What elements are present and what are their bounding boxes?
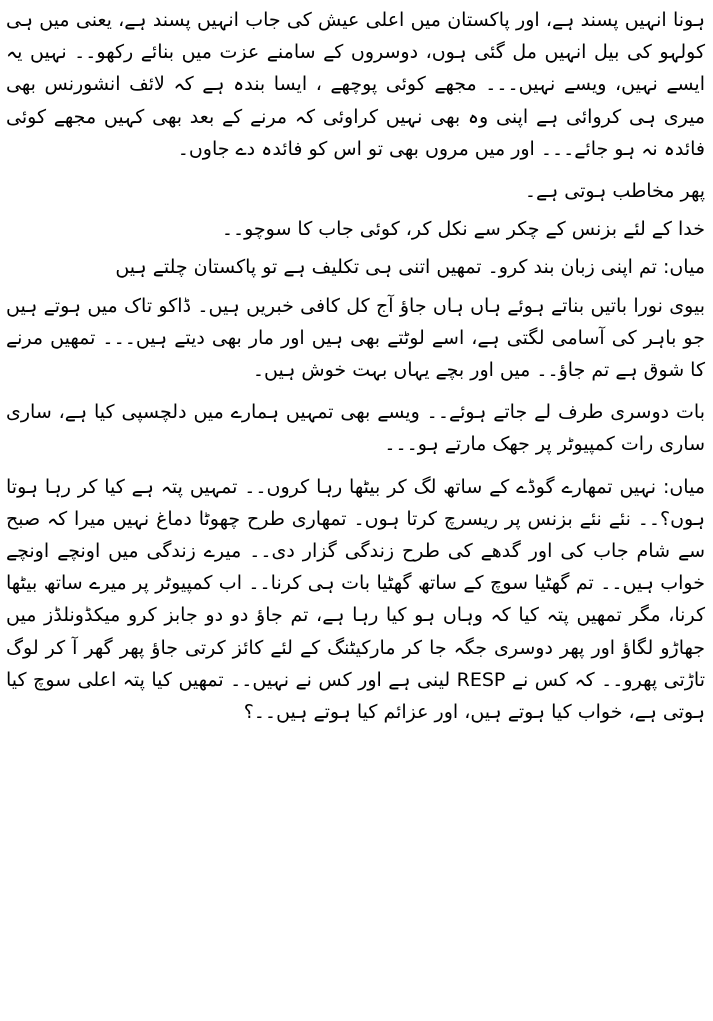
paragraph-husband-reply: میاں: تم اپنی زبان بند کرو۔ تمھیں اتنی ہی تکلیف ہے تو پاکستان چلتے ہیں bbox=[115, 256, 705, 279]
document-page bbox=[6, 4, 705, 1016]
paragraph-wife-retort: بیوی نورا باتیں بناتے ہوئے ہاں ہاں جاؤ آج کل کافی خبریں ہیں۔ ڈاکو تاک میں ہوتے ہیں جو باہر کی آسامی لگتی ہے، اسے لوٹتے بھی ہیں اور مار بھی دیتے ہیں۔۔۔ تمھیں مرنے کا شوق ہے تم جاؤ۔۔ میں اور بچے یہاں بہت خوش ہیں۔ bbox=[6, 294, 705, 382]
paragraph-wife-complaint: ہونا انہیں پسند ہے، اور پاکستان میں اعلی عیش کی جاب انہیں پسند ہے، یعنی میں ہی کولہو کی بیل انہیں مل گئی ہوں، دوسروں کے سامنے عزت میں بنائے رکھو۔۔ نہیں یہ ایسے نہیں، ویسے نہیں۔۔۔ مجھے کوئی پوچھے ، ایسا بندہ ہے کہ لائف انشورنس بھی میری ہی کروائی ہے اپنی وہ بھی نہیں کراوئی کہ مرنے کے بعد بھی کہیں مجھے کوئی فائدہ نہ ہو جائے۔۔۔ اور میں مروں بھی تو اس کو فائدہ دے جاوں۔ bbox=[6, 9, 705, 160]
paragraph-narration-address: پھر مخاطب ہوتی ہے۔ bbox=[524, 180, 705, 203]
paragraph-wife-change-topic: بات دوسری طرف لے جاتے ہوئے۔۔ ویسے بھی تمہیں ہمارے میں دلچسپی کیا ہے، ساری ساری رات کمپیوٹر پر جھک مارتے ہو۔۔۔ bbox=[6, 401, 705, 456]
paragraph-husband-rant: میاں: نہیں تمھارے گوڈے کے ساتھ لگ کر بیٹھا رہا کروں۔۔ تمہیں پتہ ہے کیا کر رہا ہوتا ہوں؟۔۔ نئے نئے بزنس پر ریسرچ کرتا ہوں۔ تمھاری طرح چھوٹا دماغ نہیں میرا کہ صبح سے شام جاب کی اور گدھے کی طرح زندگی گزار دی۔۔ میرے زندگی میں اونچے اونچے خواب ہیں۔۔ تم گھٹیا سوچ کے ساتھ گھٹیا بات ہی کرنا۔۔ اب کمپیوٹر پر میرے ساتھ بیٹھا کرنا، مگر تمھیں پتہ کیا کہ وہاں ہو کیا رہا ہے، تم جاؤ دو دو جابز کرو میکڈونلڈز میں جھاڑو لگاؤ اور پھر دوسری جگہ جا کر مارکیٹنگ کے لئے کائز کرتی جاؤ پھر گھر آ کر لوگ تاڑتی پھرو۔۔ کہ کس نے RESP لینی ہے اور کس نے نہیں۔۔ تمھیں کیا پتہ اعلی سوچ کیا ہوتی ہے، خواب کیا ہوتے ہیں، اور عزائم کیا ہوتے ہیں۔۔؟ bbox=[6, 475, 705, 724]
paragraph-wife-plea: خدا کے لئے بزنس کے چکر سے نکل کر، کوئی جاب کا سوچو۔۔ bbox=[221, 218, 705, 241]
